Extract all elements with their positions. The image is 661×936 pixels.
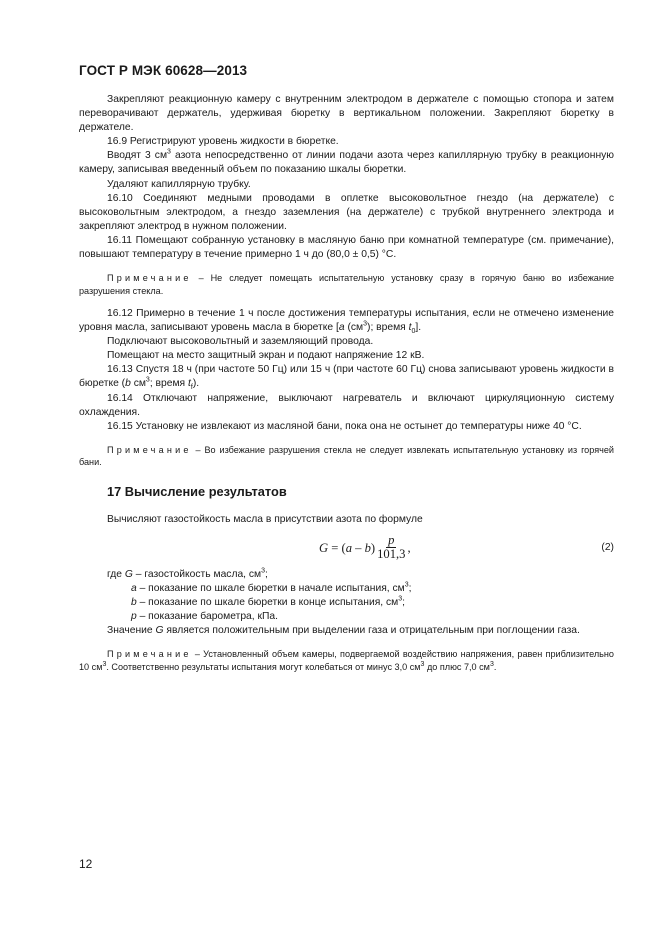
paragraph: Вычисляют газостойкость масла в присутствии азота по формуле: [107, 513, 423, 525]
definition: где G – газостойкость масла, $см^3$;: [107, 567, 268, 580]
note: Примечание – Не следует помещать испытательную установку сразу в горячую баню во избежание разрушения стекла.: [79, 273, 614, 296]
paragraph: 16.10 Соединяют медными проводами в оплетке высоковольтное гнездо (на держателе) с высоковольтным электродом, а гнездо заземления (на держателе) с трубкой внутреннего электрода и закрепляют электрод в нужном положении.: [79, 192, 614, 232]
formula: G = ( a – b ) $\frac{p}{101,3}$ ,: [319, 533, 411, 562]
paragraph: 16.15 Установку не извлекают из масляной бани, пока она не остынет до температуры ниже 40 °С.: [107, 420, 582, 432]
definition: p – показание барометра, кПа.: [131, 611, 278, 623]
section-heading: 17 Вычисление результатов: [107, 483, 287, 499]
paragraph: 16.12 Примерно в течение 1 ч после достижения температуры испытания, если не отмечено изменение уровня масла, записывают уровень масла в бюретке [a $(см^3)$; время $t_0$].: [79, 307, 614, 336]
definition: a – показание по шкале бюретки в начале испытания, $см^3$;: [131, 581, 412, 594]
paragraph: Удаляют капиллярную трубку.: [107, 178, 251, 190]
paragraph: Закрепляют реакционную камеру с внутренним электродом в держателе с помощью стопора и затем переворачивают держатель, удерживая бюретку в вертикальном положении. Закрепляют бюретку в держателе.: [79, 94, 614, 134]
document-header: ГОСТ Р МЭК 60628—2013: [79, 63, 248, 78]
document-body: [79, 93, 614, 673]
paragraph: Вводят 3 $см^3$ азота непосредственно от линии подачи азота через капиллярную трубку в реакционную камеру, записывая введенный объем по показанию шкалы бюретки.: [79, 148, 614, 176]
paragraph: 16.14 Отключают напряжение, выключают нагреватель и включают циркуляционную систему охлаждения.: [79, 392, 614, 418]
definitions: [79, 568, 614, 624]
note: Примечание – Установленный объем камеры, подвергаемой воздействию напряжения, равен приблизительно 10 $см^3$. Соответственно результаты испытания могут колебаться от минус 3,0 $см^3$ до плюс 7,0 $см^3$.: [79, 649, 614, 672]
paragraph: Помещают на место защитный экран и подают напряжение 12 кВ.: [107, 350, 425, 362]
definition: b – показание по шкале бюретки в конце испытания, $см^3$;: [131, 595, 406, 608]
formula-row: [79, 533, 614, 563]
paragraph: Значение G является положительным при выделении газа и отрицательным при поглощении газа.: [107, 625, 580, 637]
note-label: Примечание: [107, 273, 192, 284]
paragraph: Подключают высоковольтный и заземляющий провода.: [107, 336, 374, 348]
fraction: $\frac{p}{101,3}$: [377, 533, 406, 562]
note-label: Примечание: [107, 649, 192, 660]
paragraph: 16.11 Помещают собранную установку в масляную баню при комнатной температуре (см. примечание), повышают температуру в течение примерно 1 ч до (80,0 ± 0,5) °С.: [79, 234, 614, 261]
note-label: Примечание: [107, 444, 192, 455]
note: Примечание – Во избежание разрушения стекла не следует извлекать испытательную установку из горячей бани.: [79, 444, 614, 468]
equation-number: (2): [601, 541, 614, 553]
paragraph: 16.9 Регистрируют уровень жидкости в бюретке.: [107, 136, 339, 148]
paragraph: 16.13 Спустя 18 ч (при частоте 50 Гц) или 15 ч (при частоте 60 Гц) снова записывают уровень жидкости в бюретке (b $см^3$; время $t_f$).: [79, 364, 614, 392]
page-number: 12: [79, 857, 93, 871]
